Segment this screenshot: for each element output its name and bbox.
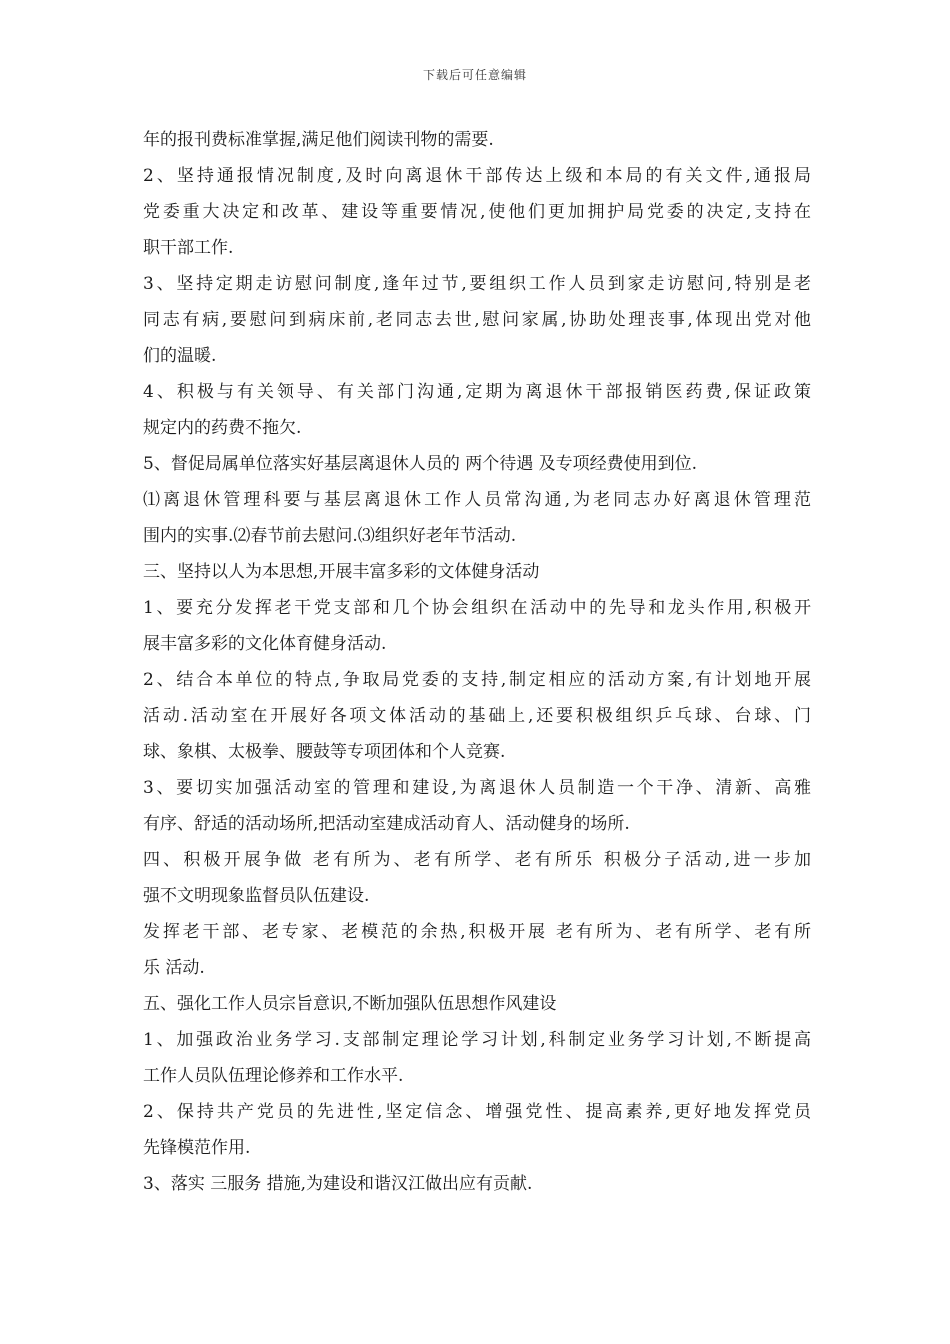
text-line: 5、督促局属单位落实好基层离退休人员的 两个待遇 及专项经费使用到位. <box>143 454 698 474</box>
text-line: 3、落实 三服务 措施,为建设和谐汉江做出应有贡献. <box>143 1174 533 1194</box>
document-body <box>143 122 811 1202</box>
text-line: 有序、舒适的活动场所,把活动室建成活动育人、活动健身的场所. <box>143 814 630 834</box>
text-line: ⑴离退休管理科要与基层离退休工作人员常沟通,为老同志办好离退休管理范 <box>143 490 811 510</box>
text-line: 3、要切实加强活动室的管理和建设,为离退休人员制造一个干净、清新、高雅 <box>143 778 811 798</box>
text-line: 球、象棋、太极拳、腰鼓等专项团体和个人竞赛. <box>143 742 506 762</box>
text-line: 发挥老干部、老专家、老模范的余热,积极开展 老有所为、老有所学、老有所 <box>143 922 811 942</box>
text-line: 活动.活动室在开展好各项文体活动的基础上,还要积极组织乒乓球、台球、门 <box>143 706 811 726</box>
text-line: 围内的实事.⑵春节前去慰问.⑶组织好老年节活动. <box>143 526 517 546</box>
text-line: 年的报刊费标准掌握,满足他们阅读刊物的需要. <box>143 130 494 150</box>
text-line: 2、结合本单位的特点,争取局党委的支持,制定相应的活动方案,有计划地开展 <box>143 670 811 690</box>
text-line: 工作人员队伍理论修养和工作水平. <box>143 1066 404 1086</box>
text-line: 展丰富多彩的文化体育健身活动. <box>143 634 387 654</box>
text-line: 乐 活动. <box>143 958 205 978</box>
text-line: 先锋模范作用. <box>143 1138 251 1158</box>
text-line: 三、坚持以人为本思想,开展丰富多彩的文体健身活动 <box>143 562 540 582</box>
text-line: 强不文明现象监督员队伍建设. <box>143 886 370 906</box>
text-line: 1、要充分发挥老干党支部和几个协会组织在活动中的先导和龙头作用,积极开 <box>143 598 811 618</box>
text-line: 1、加强政治业务学习.支部制定理论学习计划,科制定业务学习计划,不断提高 <box>143 1030 811 1050</box>
text-line: 2、保持共产党员的先进性,坚定信念、增强党性、提高素养,更好地发挥党员 <box>143 1102 811 1122</box>
text-line: 规定内的药费不拖欠. <box>143 418 302 438</box>
text-line: 们的温暖. <box>143 346 217 366</box>
text-line: 同志有病,要慰问到病床前,老同志去世,慰问家属,协助处理丧事,体现出党对他 <box>143 310 811 330</box>
text-line: 2、坚持通报情况制度,及时向离退休干部传达上级和本局的有关文件,通报局 <box>143 166 811 186</box>
text-line: 五、强化工作人员宗旨意识,不断加强队伍思想作风建设 <box>143 994 557 1014</box>
text-line: 3、坚持定期走访慰问制度,逢年过节,要组织工作人员到家走访慰问,特别是老 <box>143 274 811 294</box>
text-line: 职干部工作. <box>143 238 234 258</box>
text-line: 党委重大决定和改革、建设等重要情况,使他们更加拥护局党委的决定,支持在 <box>143 202 811 222</box>
text-line: 4、积极与有关领导、有关部门沟通,定期为离退休干部报销医药费,保证政策 <box>143 382 811 402</box>
text-line: 四、积极开展争做 老有所为、老有所学、老有所乐 积极分子活动,进一步加 <box>143 850 811 870</box>
page-header-note: 下载后可任意编辑 <box>422 68 527 82</box>
